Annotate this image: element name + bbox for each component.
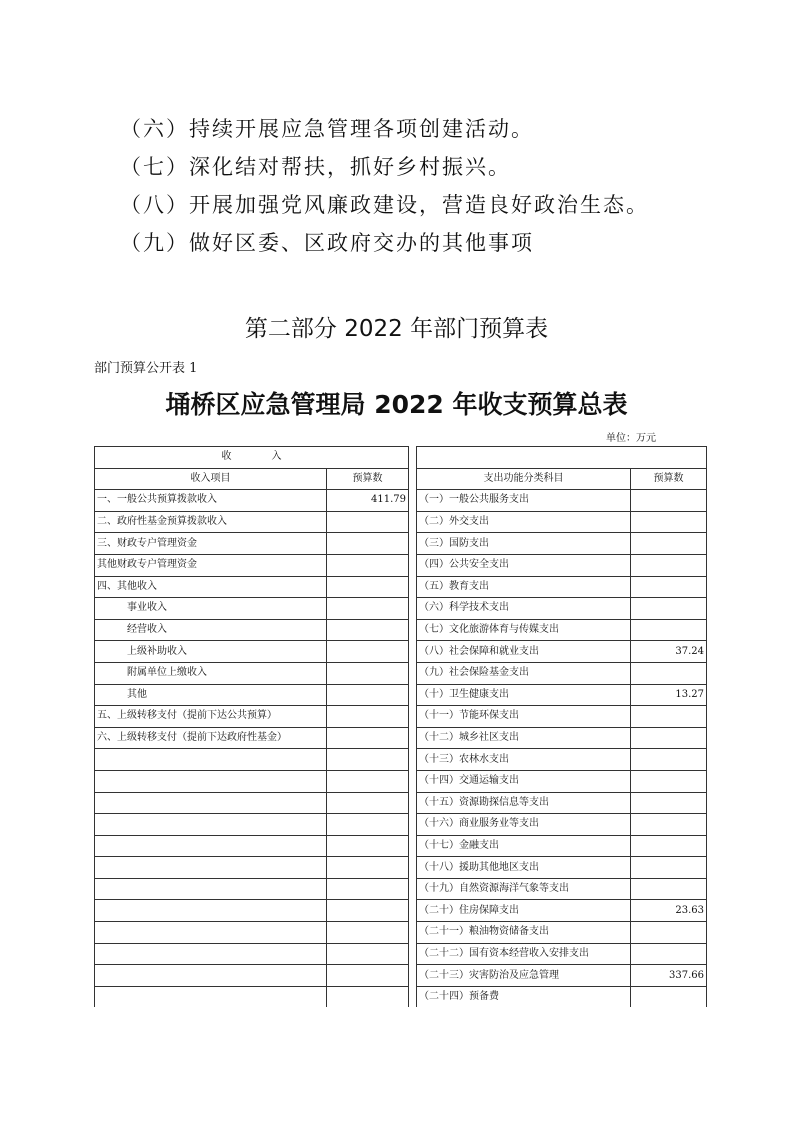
income-item-cell: 事业收入 [95,598,327,620]
income-amount-cell [327,684,409,706]
column-separator [409,727,417,749]
income-item-cell: 上级补助收入 [95,641,327,663]
income-item-cell: 其他财政专户管理资金 [95,554,327,576]
table-row [95,576,707,598]
expense-amount-cell: 23.63 [631,900,707,922]
income-amount-cell [327,835,409,857]
income-item-cell: 五、上级转移支付（提前下达公共预算） [95,706,327,728]
expense-item-cell: （七）文化旅游体育与传媒支出 [417,619,631,641]
expense-amount-cell [631,792,707,814]
expense-amount-cell [631,619,707,641]
work-item: （九）做好区委、区政府交办的其他事项 [120,231,534,255]
table-row [95,965,707,987]
income-item-cell [95,900,327,922]
expense-item-cell: （八）社会保障和就业支出 [417,641,631,663]
column-separator [409,662,417,684]
expense-amount-cell [631,922,707,944]
expense-item-col-header: 支出功能分类科目 [417,468,631,490]
expense-item-cell: （三）国防支出 [417,533,631,555]
expense-amount-cell [631,770,707,792]
expense-amount-cell [631,662,707,684]
expense-amount-cell: 337.66 [631,965,707,987]
expense-item-cell: （十二）城乡社区支出 [417,727,631,749]
expense-item-cell: （二十一）粮油物资储备支出 [417,922,631,944]
table-row [95,533,707,555]
column-separator [409,490,417,512]
income-amount-cell [327,943,409,965]
column-separator [409,965,417,987]
work-item: （六）持续开展应急管理各项创建活动。 [120,117,534,141]
column-separator [409,447,417,469]
expense-item-cell: （二十四）预备费 [417,986,631,1007]
expense-amount-cell [631,598,707,620]
income-item-cell [95,770,327,792]
expense-group-header [417,447,707,469]
expense-amount-cell [631,857,707,879]
column-separator [409,814,417,836]
income-item-cell [95,749,327,771]
table-row [95,792,707,814]
table-label: 部门预算公开表 1 [94,361,198,376]
income-item-cell: 三、财政专户管理资金 [95,533,327,555]
income-item-cell: 经营收入 [95,619,327,641]
table-row [95,554,707,576]
income-item-cell: 一、一般公共预算拨款收入 [95,490,327,512]
column-separator [409,619,417,641]
expense-amount-cell [631,706,707,728]
income-amount-cell [327,598,409,620]
income-amount-cell [327,986,409,1007]
income-amount-cell [327,770,409,792]
income-group-header: 收 入 [95,447,409,469]
expense-item-cell: （十三）农林水支出 [417,749,631,771]
table-row [95,662,707,684]
expense-amount-cell [631,727,707,749]
table-row [95,641,707,663]
expense-item-cell: （十九）自然资源海洋气象等支出 [417,878,631,900]
income-amount-cell [327,619,409,641]
expense-amount-cell [631,576,707,598]
expense-item-cell: （二十三）灾害防治及应急管理 [417,965,631,987]
expense-item-cell: （十八）援助其他地区支出 [417,857,631,879]
income-amount-cell [327,511,409,533]
column-separator [409,878,417,900]
column-separator [409,900,417,922]
income-amount-cell [327,900,409,922]
column-separator [409,986,417,1007]
column-separator [409,641,417,663]
column-separator [409,576,417,598]
income-amount-cell [327,749,409,771]
unit-label: 单位：万元 [606,433,656,444]
expense-item-cell: （十七）金融支出 [417,835,631,857]
income-item-cell: 四、其他收入 [95,576,327,598]
income-item-cell [95,943,327,965]
income-amount-cell [327,965,409,987]
expense-item-cell: （四）公共安全支出 [417,554,631,576]
work-item: （八）开展加强党风廉政建设，营造良好政治生态。 [120,193,649,217]
expense-amount-cell [631,554,707,576]
expense-item-cell: （十四）交通运输支出 [417,770,631,792]
income-item-cell: 其他 [95,684,327,706]
table-row [95,490,707,512]
work-items-list [120,110,649,262]
expense-item-cell: （十六）商业服务业等支出 [417,814,631,836]
column-separator [409,684,417,706]
expense-item-cell: （五）教育支出 [417,576,631,598]
income-amount-col-header: 预算数 [327,468,409,490]
income-amount-cell [327,641,409,663]
column-separator [409,749,417,771]
expense-item-cell: （二十二）国有资本经营收入安排支出 [417,943,631,965]
expense-amount-cell [631,533,707,555]
column-separator [409,511,417,533]
expense-amount-cell [631,835,707,857]
expense-amount-cell: 13.27 [631,684,707,706]
income-amount-cell [327,533,409,555]
expense-item-cell: （二十）住房保障支出 [417,900,631,922]
income-item-cell: 二、政府性基金预算拨款收入 [95,511,327,533]
budget-summary-table [94,446,707,1007]
income-amount-cell: 411.79 [327,490,409,512]
income-amount-cell [327,554,409,576]
expense-item-cell: （六）科学技术支出 [417,598,631,620]
section-title: 第二部分 2022 年部门预算表 [244,316,549,342]
expense-amount-cell [631,490,707,512]
table-row [95,943,707,965]
table-row [95,619,707,641]
column-separator [409,792,417,814]
table-row [95,986,707,1007]
table-row [95,706,707,728]
table-column-header-row [95,468,707,490]
expense-item-cell: （二）外交支出 [417,511,631,533]
main-title: 埇桥区应急管理局 2022 年收支预算总表 [165,390,628,419]
table-row [95,878,707,900]
table-row [95,835,707,857]
table-row [95,727,707,749]
expense-amount-cell: 37.24 [631,641,707,663]
table-row [95,684,707,706]
expense-item-cell: （一）一般公共服务支出 [417,490,631,512]
column-separator [409,533,417,555]
income-item-cell: 六、上级转移支付（提前下达政府性基金） [95,727,327,749]
income-amount-cell [327,727,409,749]
column-separator [409,468,417,490]
expense-amount-col-header: 预算数 [631,468,707,490]
income-amount-cell [327,857,409,879]
table-row [95,749,707,771]
income-item-cell [95,922,327,944]
income-amount-cell [327,576,409,598]
income-item-cell [95,878,327,900]
column-separator [409,835,417,857]
income-item-cell [95,857,327,879]
column-separator [409,554,417,576]
income-item-cell: 附属单位上缴收入 [95,662,327,684]
table-row [95,598,707,620]
table-row [95,511,707,533]
income-amount-cell [327,814,409,836]
table-row [95,900,707,922]
column-separator [409,922,417,944]
expense-amount-cell [631,943,707,965]
income-item-cell [95,835,327,857]
expense-item-cell: （十）卫生健康支出 [417,684,631,706]
expense-item-cell: （九）社会保险基金支出 [417,662,631,684]
table-row [95,770,707,792]
income-amount-cell [327,706,409,728]
work-item: （七）深化结对帮扶，抓好乡村振兴。 [120,155,511,179]
expense-amount-cell [631,814,707,836]
expense-amount-cell [631,511,707,533]
income-item-col-header: 收入项目 [95,468,327,490]
expense-amount-cell [631,749,707,771]
column-separator [409,770,417,792]
table-row [95,922,707,944]
table-header-row [95,447,707,469]
column-separator [409,943,417,965]
expense-item-cell: （十五）资源勘探信息等支出 [417,792,631,814]
income-item-cell [95,986,327,1007]
column-separator [409,857,417,879]
income-item-cell [95,814,327,836]
column-separator [409,598,417,620]
income-item-cell [95,792,327,814]
income-item-cell [95,965,327,987]
income-amount-cell [327,878,409,900]
expense-amount-cell [631,986,707,1007]
income-amount-cell [327,662,409,684]
expense-amount-cell [631,878,707,900]
table-row [95,857,707,879]
expense-item-cell: （十一）节能环保支出 [417,706,631,728]
table-row [95,814,707,836]
column-separator [409,706,417,728]
income-amount-cell [327,792,409,814]
income-amount-cell [327,922,409,944]
